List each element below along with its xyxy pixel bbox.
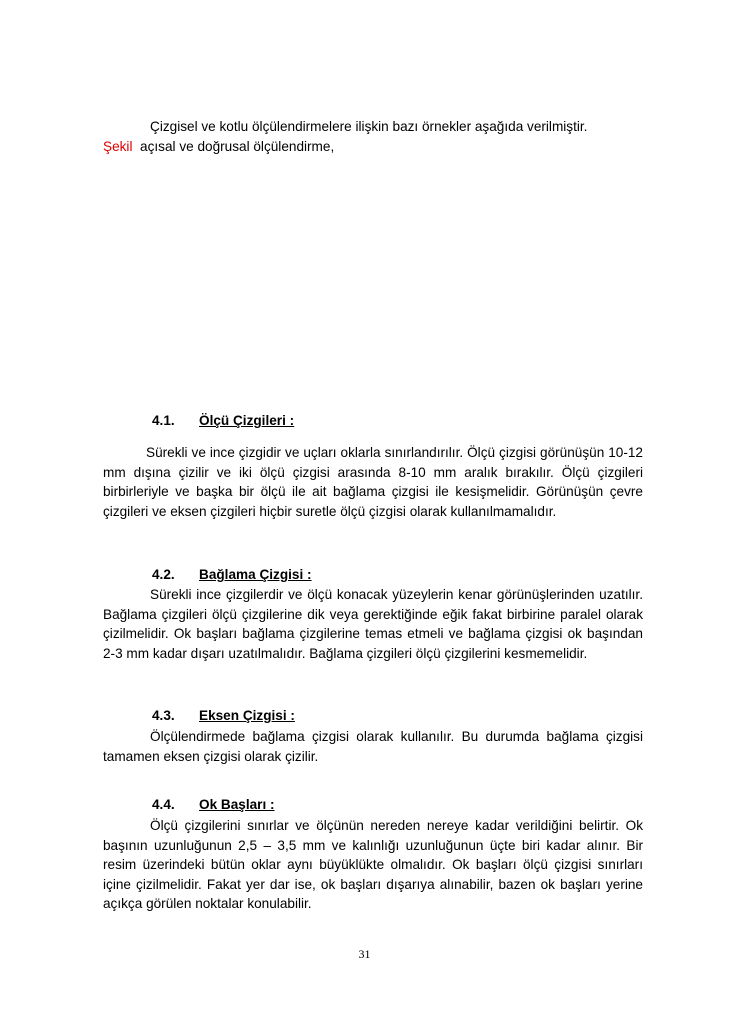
section-number: 4.2. [152, 567, 175, 582]
section-body-4-2: Sürekli ince çizgilerdir ve ölçü konacak yüzeylerin kenar görünüşlerinden uzatılır. Bağlama çizgileri ölçü çizgilerine dik veya gerektiğinde eğik fakat birbirine paralel olarak çizilmelidir. Ok başları bağlama çizgilerine temas etmeli ve bağlama çizgisi ok başından 2-3 mm kadar dışarı uzatılmalıdır. Bağlama çizgileri ölçü çizgilerini kesmemelidir. [103, 587, 643, 661]
section-heading-4-4 [152, 795, 275, 815]
section-body-4-4: Ölçü çizgilerini sınırlar ve ölçünün nereden nereye kadar verildiğini belirtir. Ok başının uzunluğunun 2,5 – 3,5 mm ve kalınlığı uzunluğunun üçte biri kadar alınır. Bir resim üzerindeki bütün oklar aynı büyüklükte olmalıdır. Ok başları ölçü çizgisi sınırları içine çizilmelidir. Fakat yer dar ise, ok başları dışarıya alınabilir, bazen ok başları yerine açıkça görülen noktalar konulabilir. [103, 818, 643, 911]
section-number: 4.4. [152, 797, 175, 812]
section-body-4-1: Sürekli ve ince çizgidir ve uçları oklarla sınırlandırılır. Ölçü çizgisi görünüşün 10-12 mm dışına çizilir ve iki ölçü çizgisi arasında 8-10 mm aralık bırakılır. Ölçü çizgileri birbirleriyle ve başka bir ölçü ile ait bağlama çizgisi ile kesişmelidir. Görünüşün çevre çizgileri ve eksen çizgileri hiçbir suretle ölçü çizgisi olarak kullanılmamalıdır. [103, 445, 643, 519]
figure-reference: Şekil [103, 138, 133, 154]
section-number: 4.1. [152, 413, 175, 428]
section-title: Ölçü Çizgileri : [199, 413, 295, 428]
section-title: Bağlama Çizgisi : [199, 567, 312, 582]
section-title: Ok Başları : [199, 797, 275, 812]
section-body-4-3: Ölçülendirmede bağlama çizgisi olarak kullanılır. Bu durumda bağlama çizgisi tamamen eksen çizgisi olarak çizilir. [103, 729, 643, 764]
figure-caption-text: açısal ve doğrusal ölçülendirme, [140, 138, 335, 154]
intro-line-1: Çizgisel ve kotlu ölçülendirmelere ilişkin bazı örnekler aşağıda verilmiştir. [150, 119, 588, 134]
section-title: Eksen Çizgisi : [199, 708, 295, 723]
section-number: 4.3. [152, 708, 175, 723]
section-heading-4-3 [152, 706, 295, 726]
intro-paragraph [103, 117, 643, 156]
section-heading-4-1 [152, 411, 294, 431]
section-heading-4-2 [152, 565, 312, 585]
intro-line-2 [103, 137, 643, 157]
page-number: 31 [358, 947, 371, 961]
